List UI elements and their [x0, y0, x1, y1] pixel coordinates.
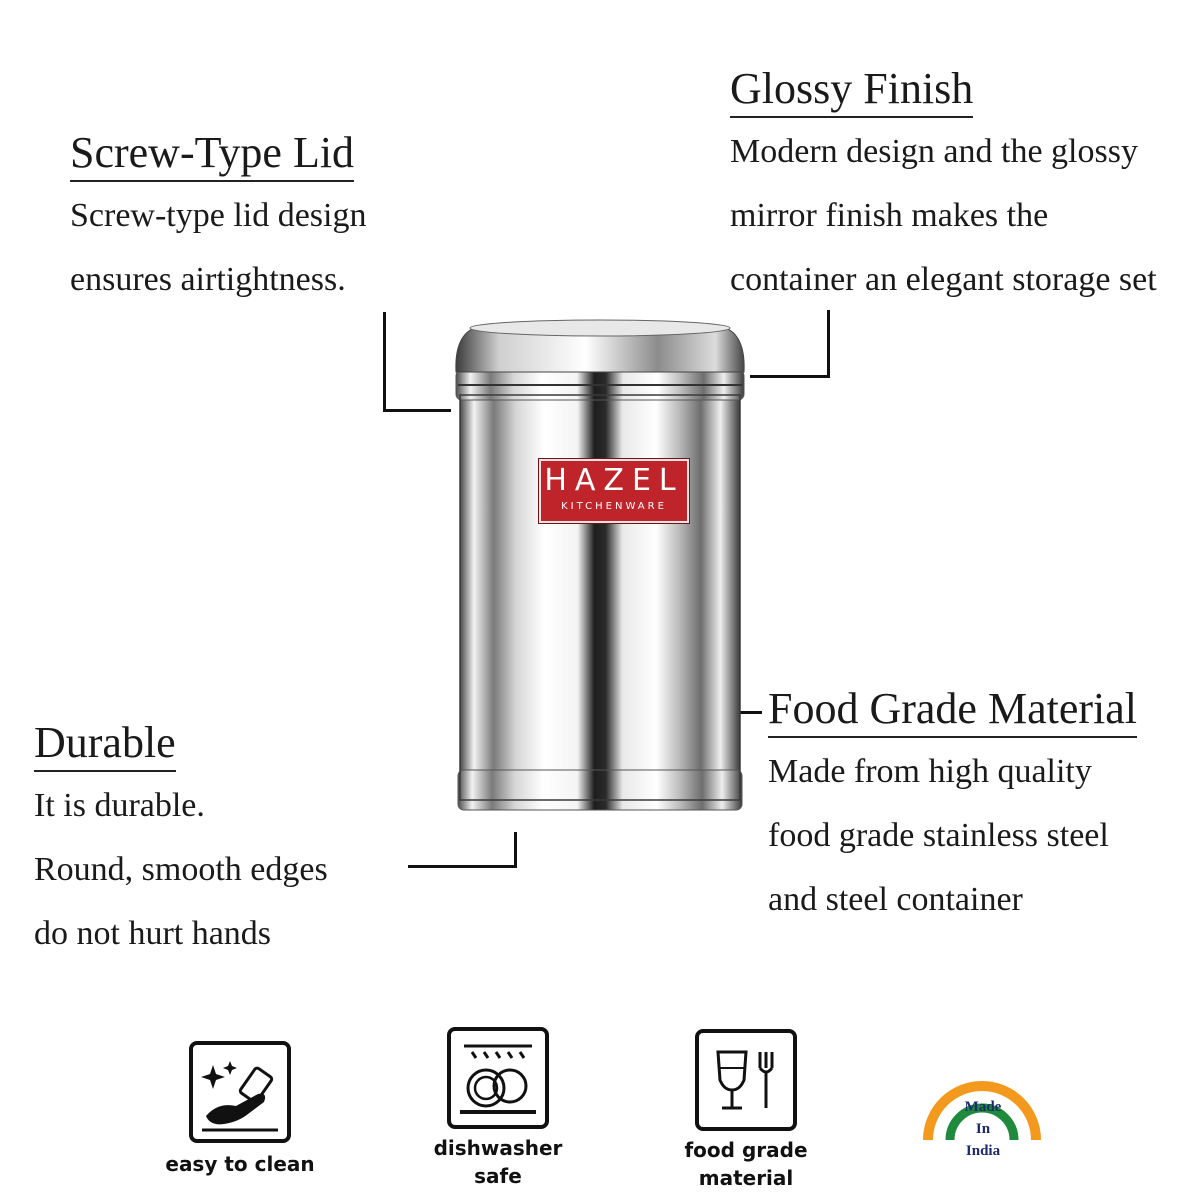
lid-top-rim: [470, 320, 730, 336]
feature-glossy-line-1: Modern design and the glossy: [730, 133, 1138, 170]
badge-dishwasher-line-2: safe: [474, 1164, 522, 1188]
feature-lid-line-2: ensures airtightness.: [70, 261, 346, 298]
feature-glossy-line-2: mirror finish makes the: [730, 197, 1049, 234]
connector-durable-vertical: [514, 832, 517, 868]
feature-food-title: Food Grade Material: [768, 682, 1137, 738]
badge-dishwasher: [408, 1026, 588, 1190]
brand-name: HAZEL: [544, 463, 684, 498]
feature-glossy-title: Glossy Finish: [730, 62, 973, 118]
feature-food-line-3: and steel container: [768, 881, 1023, 918]
feature-durable-title: Durable: [34, 716, 176, 772]
feature-glossy-line-3: container an elegant storage set: [730, 261, 1157, 298]
connector-glossy-vertical: [827, 310, 830, 378]
badge-easy-clean: [150, 1040, 330, 1178]
container-body: [460, 395, 740, 800]
container-base-band: [458, 770, 742, 810]
feature-lid-title: Screw-Type Lid: [70, 126, 354, 182]
badge-easy-clean-label: easy to clean: [165, 1152, 315, 1176]
feature-glossy: [730, 62, 1157, 312]
made-in-india-line-1: Made: [964, 1099, 1002, 1115]
badge-made-in-india: [922, 1052, 1042, 1172]
feature-lid-line-1: Screw-type lid design: [70, 197, 367, 234]
brand-subname: KITCHENWARE: [561, 501, 667, 512]
made-in-india-line-3: India: [965, 1143, 1001, 1159]
connector-durable-horizontal: [408, 865, 517, 868]
badge-dishwasher-line-1: dishwasher: [433, 1136, 563, 1160]
made-in-india-line-2: In: [975, 1121, 991, 1137]
dishwasher-icon: [446, 1026, 550, 1130]
badge-food-grade: [656, 1028, 836, 1192]
feature-durable: [34, 716, 328, 966]
glass-fork-icon: [694, 1028, 798, 1132]
brand-label: [538, 458, 690, 524]
badge-food-grade-line-2: material: [698, 1166, 794, 1190]
feature-durable-line-2: Round, smooth edges: [34, 851, 328, 888]
feature-durable-line-3: do not hurt hands: [34, 915, 272, 952]
feature-durable-line-1: It is durable.: [34, 787, 205, 824]
connector-lid-vertical: [383, 312, 386, 412]
connector-glossy-horizontal: [750, 375, 830, 378]
feature-food: [768, 682, 1137, 932]
feature-food-line-1: Made from high quality: [768, 753, 1092, 790]
hand-wiping-icon: [188, 1040, 292, 1144]
made-in-india-text: [952, 1096, 1014, 1162]
feature-lid: [70, 126, 367, 312]
badge-food-grade-line-1: food grade: [684, 1138, 808, 1162]
feature-food-line-2: food grade stainless steel: [768, 817, 1109, 854]
steel-container-image: [440, 310, 760, 830]
